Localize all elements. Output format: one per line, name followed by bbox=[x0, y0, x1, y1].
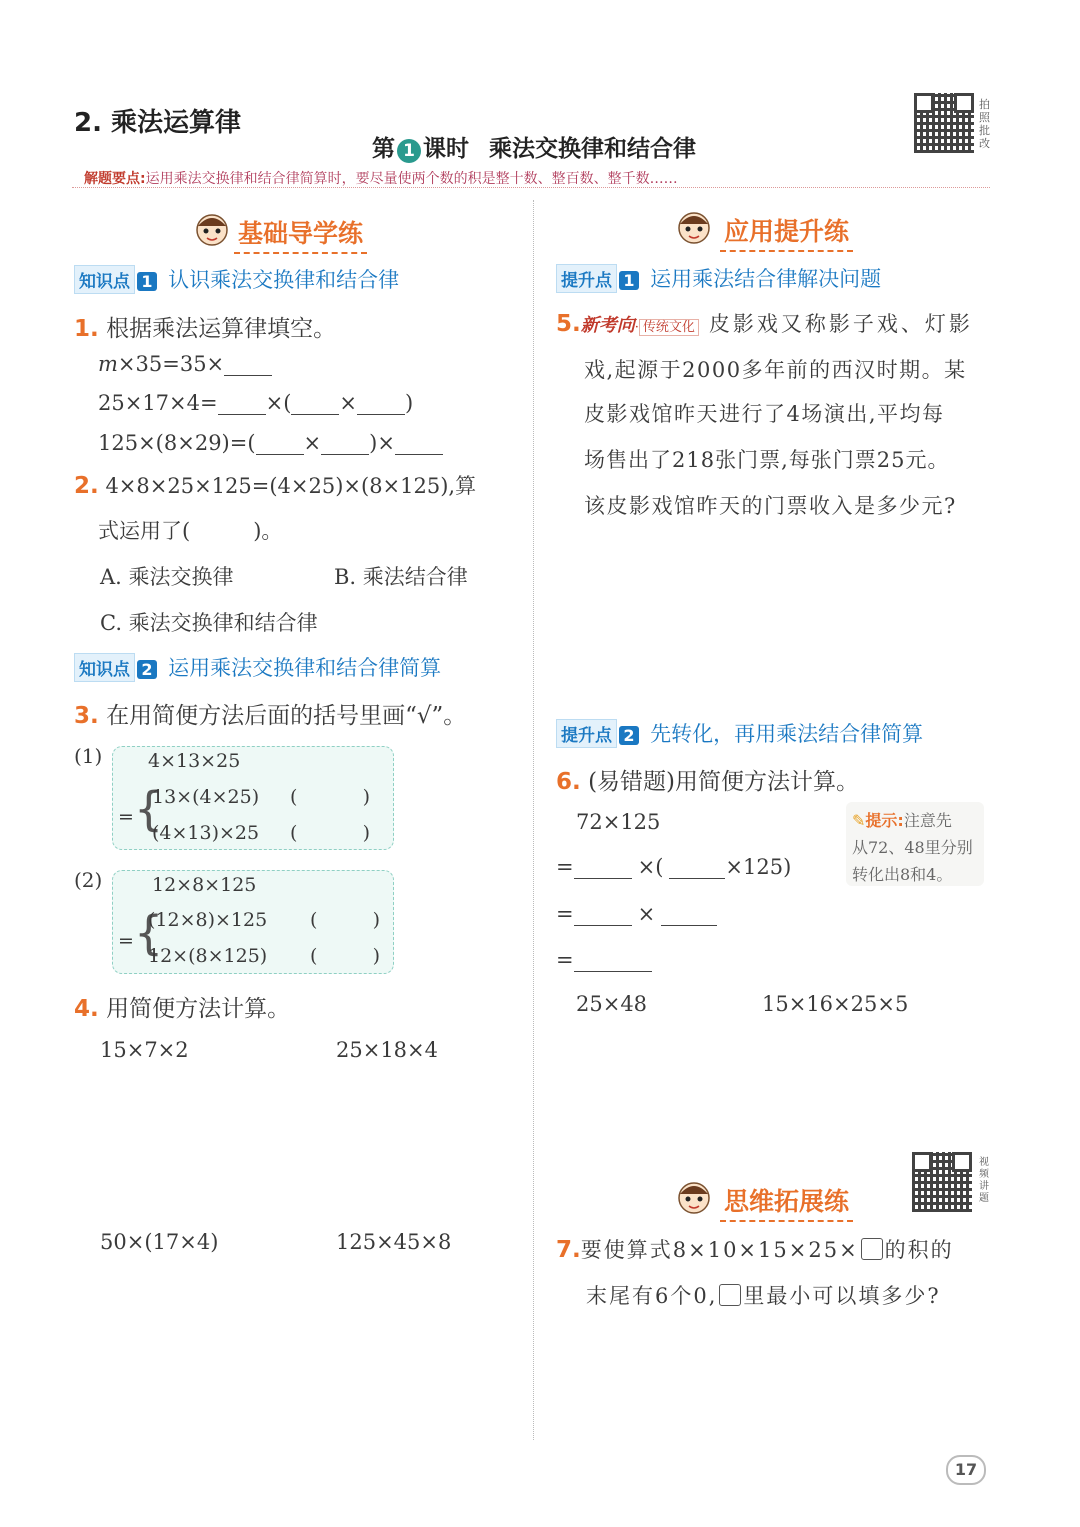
improvement-point-1 bbox=[556, 263, 881, 293]
question-2 bbox=[74, 470, 524, 500]
kp-tag: 知识点 bbox=[74, 653, 135, 682]
q7-line-2b: 里最小可以填多少? bbox=[743, 1284, 941, 1308]
answer-blank[interactable] bbox=[574, 857, 632, 879]
improvement-point-2 bbox=[556, 718, 923, 748]
q1-l2-b: ×( bbox=[265, 391, 292, 415]
kp-tag: 知识点 bbox=[74, 265, 135, 294]
lesson-name: 乘法交换律和结合律 bbox=[489, 136, 697, 162]
question-3 bbox=[74, 697, 466, 730]
lesson-prefix: 第 bbox=[372, 136, 395, 162]
equals-sign: = bbox=[556, 902, 574, 926]
q3-p1-option-a: 13×(4×25) bbox=[152, 786, 260, 808]
answer-blank[interactable] bbox=[574, 950, 652, 972]
paren-close: ) bbox=[372, 909, 380, 931]
q6-s1-a: ×( bbox=[637, 855, 664, 879]
kp-number: 2 bbox=[137, 660, 157, 679]
hint-label: 提示: bbox=[865, 811, 904, 830]
q1-l3-c: )× bbox=[369, 431, 395, 455]
tp-tag: 提升点 bbox=[556, 719, 617, 748]
answer-box[interactable] bbox=[861, 1238, 883, 1260]
qr-caption: 视频讲题 bbox=[979, 1157, 989, 1204]
paren-open: ( bbox=[290, 822, 298, 844]
q7-line-1b: 的积的 bbox=[884, 1238, 954, 1262]
q6-step-3 bbox=[556, 948, 652, 972]
equals-sign: = bbox=[556, 948, 574, 972]
paren-open: ( bbox=[310, 909, 318, 931]
check-paren[interactable] bbox=[310, 945, 380, 967]
q2-line-1: 4×8×25×125=(4×25)×(8×125),算 bbox=[105, 474, 477, 498]
q1-l2-c: × bbox=[339, 391, 357, 415]
column-divider bbox=[533, 200, 534, 1440]
section-title-advanced: 应用提升练 bbox=[720, 212, 853, 252]
page-number: 17 bbox=[946, 1455, 986, 1485]
question-number: 7. bbox=[556, 1237, 581, 1263]
lesson-suffix: 课时 bbox=[423, 136, 469, 162]
answer-blank[interactable] bbox=[291, 393, 339, 415]
q4-expr-1: 15×7×2 bbox=[100, 1038, 189, 1062]
question-text: 根据乘法运算律填空。 bbox=[106, 316, 337, 342]
answer-blank[interactable] bbox=[395, 433, 443, 455]
equals-sign: = bbox=[118, 930, 134, 952]
q1-line-2 bbox=[98, 391, 413, 415]
q3-part-1-label: (1) bbox=[74, 744, 103, 768]
hint-text-1: 注意先 bbox=[903, 811, 952, 830]
tp-tag: 提升点 bbox=[556, 264, 617, 293]
section-title-extension: 思维拓展练 bbox=[720, 1182, 853, 1222]
check-paren[interactable] bbox=[290, 786, 370, 808]
qr-code-icon[interactable] bbox=[914, 93, 974, 153]
unit-title: 2. 乘法运算律 bbox=[74, 108, 242, 138]
tips-bar bbox=[72, 168, 990, 188]
brace: { bbox=[134, 782, 164, 836]
question-number: 5. bbox=[556, 311, 581, 337]
tp-title: 先转化，再用乘法结合律简算 bbox=[650, 722, 924, 746]
option-b[interactable]: B. 乘法结合律 bbox=[334, 565, 468, 589]
hint-line-2: 从72、48里分别 bbox=[852, 838, 973, 857]
paren-open: ( bbox=[290, 786, 298, 808]
kp-title: 运用乘法交换律和结合律简算 bbox=[168, 656, 442, 680]
answer-blank[interactable] bbox=[224, 354, 272, 376]
lesson-title bbox=[372, 130, 696, 163]
equals-sign: = bbox=[118, 806, 134, 828]
answer-blank[interactable] bbox=[661, 904, 717, 926]
q1-l3-a: 125×(8×29)=( bbox=[98, 431, 256, 455]
question-number: 3. bbox=[74, 703, 99, 729]
answer-blank[interactable] bbox=[321, 433, 369, 455]
option-c[interactable]: C. 乘法交换律和结合律 bbox=[100, 611, 318, 635]
badge-dot: · bbox=[634, 320, 639, 335]
q7-line-2 bbox=[586, 1280, 941, 1310]
qr-caption: 拍照批改 bbox=[979, 98, 990, 150]
q1-l3-b: × bbox=[303, 431, 322, 455]
qr-code-icon[interactable] bbox=[912, 1152, 972, 1212]
tp-number: 1 bbox=[619, 271, 639, 290]
hint-icon: ✎ bbox=[852, 811, 866, 830]
question-number: 1. bbox=[74, 316, 99, 342]
q2-line-2: 式运用了( )。 bbox=[98, 519, 283, 543]
q5-line-1: 皮影戏又称影子戏、灯影 bbox=[708, 312, 973, 336]
hint-line-1 bbox=[852, 808, 952, 831]
q1-line-3 bbox=[98, 431, 443, 455]
q1-l2-a: 25×17×4= bbox=[98, 391, 218, 415]
question-text: (易错题)用简便方法计算。 bbox=[588, 769, 860, 795]
question-5 bbox=[556, 308, 996, 338]
badge-new-direction: 新考向 bbox=[580, 315, 635, 336]
paren-open: ( bbox=[310, 945, 318, 967]
section-title-basic: 基础导学练 bbox=[234, 214, 367, 254]
q3-part-2-label: (2) bbox=[74, 868, 103, 892]
q3-p2-expr: 12×8×125 bbox=[152, 874, 257, 896]
question-number: 2. bbox=[74, 473, 99, 499]
option-a[interactable]: A. 乘法交换律 bbox=[100, 565, 234, 589]
q6-step-2 bbox=[556, 902, 717, 926]
q4-expr-4: 125×45×8 bbox=[336, 1230, 452, 1254]
tp-number: 2 bbox=[619, 726, 639, 745]
q6-expr-2: 25×48 bbox=[576, 992, 648, 1016]
q3-p2-option-a: (12×8)×125 bbox=[148, 909, 268, 931]
kp-number: 1 bbox=[137, 272, 157, 291]
hint-line-3: 转化出8和4。 bbox=[852, 865, 953, 884]
answer-blank[interactable] bbox=[256, 433, 304, 455]
q6-expr-3: 15×16×25×5 bbox=[762, 992, 909, 1016]
q6-step-1 bbox=[556, 855, 791, 879]
tp-title: 运用乘法结合律解决问题 bbox=[650, 267, 882, 291]
paren-close: ) bbox=[362, 786, 370, 808]
question-text: 在用简便方法后面的括号里画“√”。 bbox=[106, 703, 467, 729]
question-number: 4. bbox=[74, 996, 99, 1022]
q3-p1-option-b: (4×13)×25 bbox=[152, 822, 260, 844]
answer-blank[interactable] bbox=[357, 393, 405, 415]
check-paren[interactable] bbox=[310, 909, 380, 931]
equals-sign: = bbox=[556, 855, 574, 879]
badge-topic: 传统文化 bbox=[639, 319, 699, 336]
q4-expr-2: 25×18×4 bbox=[336, 1038, 438, 1062]
question-4 bbox=[74, 990, 290, 1023]
brace: { bbox=[134, 906, 164, 960]
q5-line-2: 戏,起源于2000多年前的西汉时期。某 bbox=[584, 358, 967, 382]
question-text: 用简便方法计算。 bbox=[106, 996, 291, 1022]
q5-line-5: 该皮影戏馆昨天的门票收入是多少元? bbox=[584, 494, 957, 518]
q5-line-3: 皮影戏馆昨天进行了4场演出,平均每 bbox=[584, 402, 945, 426]
q7-line-1a: 要使算式8×10×15×25× bbox=[580, 1238, 859, 1262]
answer-box[interactable] bbox=[719, 1284, 741, 1306]
q3-p2-option-b: 12×(8×125) bbox=[148, 945, 268, 967]
paren-close: ) bbox=[362, 822, 370, 844]
q6-s1-b: ×125) bbox=[725, 855, 792, 879]
knowledge-point-1 bbox=[74, 264, 399, 294]
cartoon-face-icon bbox=[194, 210, 230, 248]
q3-p1-expr: 4×13×25 bbox=[148, 750, 241, 772]
lesson-number-badge: 1 bbox=[397, 139, 421, 163]
q7-line-2a: 末尾有6个0, bbox=[586, 1284, 718, 1308]
q1-l2-d: ) bbox=[405, 391, 414, 415]
q1-line-1 bbox=[98, 352, 272, 376]
knowledge-point-2 bbox=[74, 652, 441, 682]
cartoon-face-icon bbox=[676, 208, 712, 246]
kp-title: 认识乘法交换律和结合律 bbox=[168, 268, 400, 292]
answer-blank[interactable] bbox=[669, 857, 725, 879]
question-1 bbox=[74, 310, 336, 343]
answer-blank[interactable] bbox=[218, 393, 266, 415]
var-m: m bbox=[98, 352, 118, 376]
question-number: 6. bbox=[556, 769, 581, 795]
answer-blank[interactable] bbox=[574, 904, 632, 926]
q1-l1-expr: ×35=35× bbox=[117, 352, 225, 376]
question-6 bbox=[556, 763, 859, 796]
paren-close: ) bbox=[372, 945, 380, 967]
q5-line-4: 场售出了218张门票,每张门票25元。 bbox=[584, 448, 950, 472]
cartoon-face-icon bbox=[676, 1178, 712, 1216]
q4-expr-3: 50×(17×4) bbox=[100, 1230, 219, 1254]
tips-label: 解题要点: bbox=[84, 171, 146, 187]
question-7 bbox=[556, 1234, 954, 1264]
check-paren[interactable] bbox=[290, 822, 370, 844]
q6-s2-a: × bbox=[637, 902, 656, 926]
q6-expr: 72×125 bbox=[576, 810, 661, 834]
tips-text: 运用乘法交换律和结合律简算时，要尽量使两个数的积是整十数、整百数、整千数…… bbox=[145, 171, 678, 187]
